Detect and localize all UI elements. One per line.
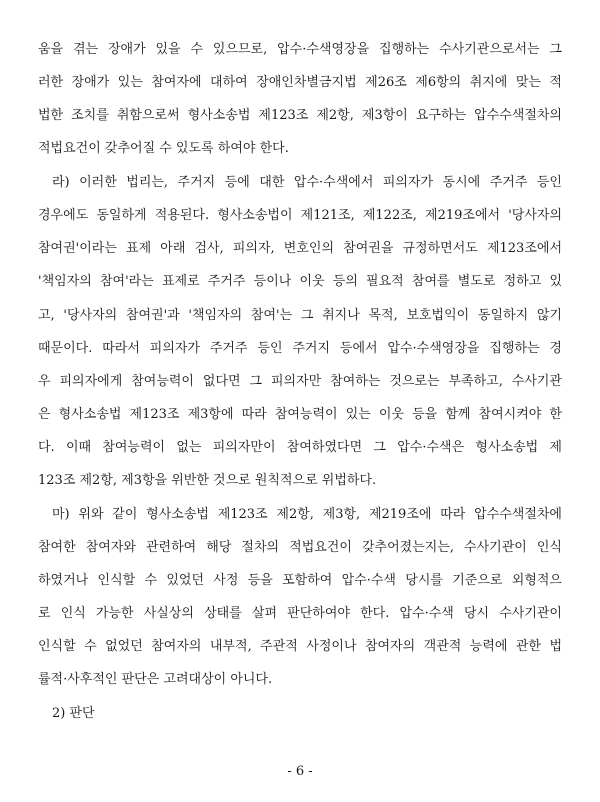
- body-line: 경우에도 동일하게 적용된다. 형사소송법이 제121조, 제122조, 제219조에서 '당사자의: [38, 208, 562, 223]
- body-line: 123조 제2항, 제3항을 위반한 것으로 원칙적으로 위법하다.: [38, 473, 377, 488]
- body-line: 참여권'이라는 표제 아래 검사, 피의자, 변호인의 참여권을 규정하면서도 제123조에서: [38, 241, 562, 256]
- body-line: 러한 장애가 있는 참여자에 대하여 장애인차별금지법 제26조 제6항의 취지에 맞는 적: [38, 75, 562, 90]
- body-line: 때문이다. 따라서 피의자가 주거주 등인 주거지 등에서 압수·수색영장을 집행하는 경: [38, 341, 562, 356]
- body-line: 법한 조치를 취함으로써 형사소송법 제123조 제2항, 제3항이 요구하는 압수수색절차의: [38, 108, 562, 123]
- section-heading: 2) 판단: [52, 706, 95, 721]
- body-line: 로 인식 가능한 사실상의 상태를 살펴 판단하여야 한다. 압수·수색 당시 수사기관이: [38, 606, 562, 621]
- body-line: 적법요건이 갖추어질 수 있도록 하여야 한다.: [38, 141, 289, 156]
- body-line: 률적·사후적인 판단은 고려대상이 아니다.: [38, 672, 273, 687]
- body-line: 은 형사소송법 제123조 제3항에 따라 참여능력이 있는 이웃 등을 함께 참여시켜야 한: [38, 407, 562, 422]
- body-line: 참여한 참여자와 관련하여 해당 절차의 적법요건이 갖추어졌는지는, 수사기관이 인식: [38, 540, 562, 555]
- body-line: 마) 위와 같이 형사소송법 제123조 제2항, 제3항, 제219조에 따라 압수수색절차에: [52, 507, 562, 522]
- body-line: 인식할 수 없었던 참여자의 내부적, 주관적 사정이나 참여자의 객관적 능력에 관한 법: [38, 639, 562, 654]
- page-number: - 6 -: [287, 764, 313, 779]
- body-line: 우 피의자에게 참여능력이 없다면 그 피의자만 참여하는 것으로는 부족하고, 수사기관: [38, 374, 562, 389]
- body-line: 고, '당사자의 참여권'과 '책임자의 참여'는 그 취지나 목적, 보호법익이 동일하지 않기: [38, 308, 562, 323]
- body-line: 움을 겪는 장애가 있을 수 있으므로, 압수·수색영장을 집행하는 수사기관으로서는 그: [38, 42, 562, 57]
- body-line: 다. 이때 참여능력이 없는 피의자만이 참여하였다면 그 압수·수색은 형사소송법 제: [38, 440, 562, 455]
- body-line: '책임자의 참여'라는 표제로 주거주 등이나 이웃 등의 필요적 참여를 별도로 정하고 있: [38, 274, 562, 289]
- body-line: 하였거나 인식할 수 있었던 사정 등을 포함하여 압수·수색 당시를 기준으로 외형적으: [38, 573, 562, 588]
- body-line: 라) 이러한 법리는, 주거지 등에 대한 압수·수색에서 피의자가 동시에 주거주 등인: [52, 175, 562, 190]
